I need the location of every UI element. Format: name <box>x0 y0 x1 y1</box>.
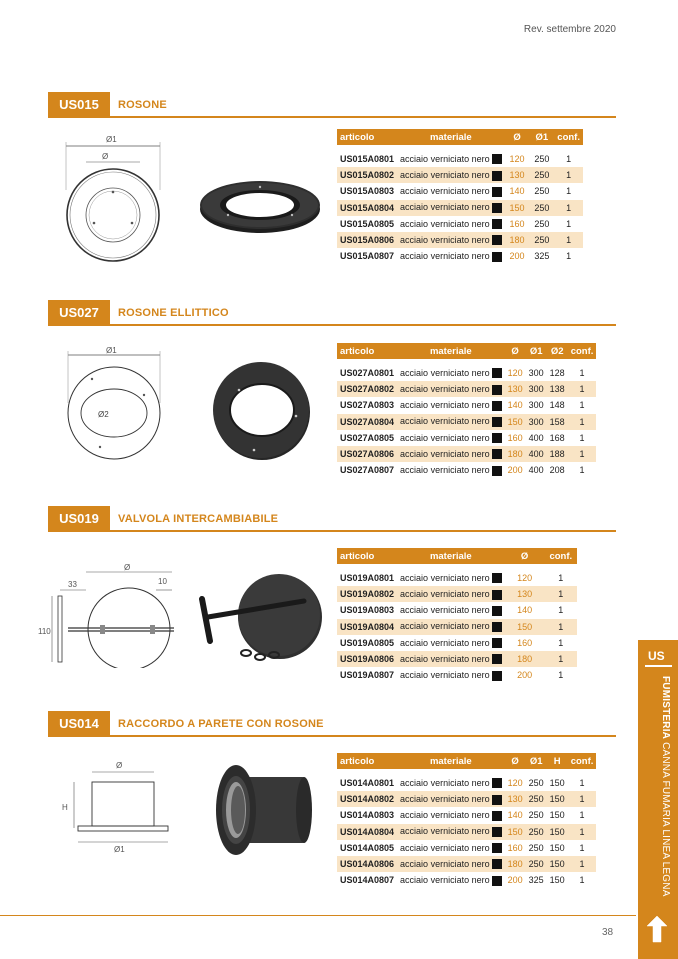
cell-d1: 400 <box>526 446 547 462</box>
section-us014 <box>48 711 616 739</box>
table-row <box>337 462 596 478</box>
cell-materiale: acciaio verniciato nero <box>400 250 490 261</box>
section-code: US019 <box>48 506 110 532</box>
table-row <box>337 872 596 888</box>
footer-divider <box>0 915 636 916</box>
cell-materiale: acciaio verniciato nero <box>400 637 490 648</box>
cell-h: 150 <box>549 842 565 853</box>
cell-articolo: US014A0804 <box>337 824 397 840</box>
cell-d1: 250 <box>526 856 547 872</box>
drawing-label-10: 10 <box>158 577 167 586</box>
section-code: US027 <box>48 300 110 326</box>
cell-conf: 1 <box>566 251 572 262</box>
cell-materiale: acciaio verniciato nero <box>400 169 490 180</box>
cell-d2: 138 <box>547 381 568 397</box>
cell-articolo: US014A0805 <box>340 842 395 853</box>
section-title: VALVOLA INTERCAMBIABILE <box>118 513 279 525</box>
cell-articolo: US015A0803 <box>340 186 395 197</box>
cell-d: 200 <box>507 875 523 886</box>
cell-materiale: acciaio verniciato nero <box>400 605 490 616</box>
cell-materiale: acciaio verniciato nero <box>400 653 490 664</box>
cell-materiale: acciaio verniciato nero <box>400 572 490 583</box>
col-articolo: articolo <box>337 753 397 769</box>
cell-d: 150 <box>505 824 526 840</box>
raccordo-technical-drawing <box>60 758 170 854</box>
cell-materiale: acciaio verniciato nero <box>400 218 490 229</box>
cell-d: 130 <box>505 381 526 397</box>
color-swatch <box>492 654 502 664</box>
section-code: US014 <box>48 711 110 737</box>
rosone-product-photo <box>198 175 322 235</box>
cell-articolo: US019A0804 <box>337 619 397 635</box>
col-conf: conf. <box>545 548 577 564</box>
cell-d: 180 <box>505 856 526 872</box>
cell-conf: 1 <box>566 154 572 165</box>
cell-d: 130 <box>505 167 530 183</box>
cell-conf: 1 <box>558 573 564 584</box>
cell-d: 130 <box>505 586 545 602</box>
cell-materiale: acciaio verniciato nero <box>400 874 490 885</box>
table-row <box>337 397 596 413</box>
color-swatch <box>492 368 502 378</box>
table-row <box>337 446 596 462</box>
cell-conf: 1 <box>579 400 585 411</box>
cell-materiale: acciaio verniciato nero <box>400 234 490 245</box>
us027-table <box>337 343 596 478</box>
cell-materiale: acciaio verniciato nero <box>400 588 490 599</box>
cell-d1: 250 <box>526 824 547 840</box>
section-us027 <box>48 300 616 328</box>
col-articolo: articolo <box>337 129 397 145</box>
drawing-label-d1: Ø1 <box>106 135 117 144</box>
cell-conf: 1 <box>568 856 597 872</box>
cell-articolo: US027A0805 <box>340 432 395 443</box>
cell-d: 150 <box>505 619 545 635</box>
col-d1: Ø1 <box>526 753 547 769</box>
cell-h: 150 <box>547 791 568 807</box>
page-number: 38 <box>602 927 614 938</box>
cell-articolo: US027A0804 <box>337 414 397 430</box>
color-swatch <box>492 622 502 632</box>
cell-conf: 1 <box>554 167 583 183</box>
cell-conf: 1 <box>579 778 585 789</box>
drawing-label-d: Ø <box>102 152 109 161</box>
cell-d: 150 <box>505 200 530 216</box>
cell-d: 120 <box>507 368 523 379</box>
section-header <box>48 92 616 120</box>
valvola-technical-drawing <box>38 562 184 668</box>
cell-d2: 168 <box>549 432 565 443</box>
side-tab-label <box>657 676 671 897</box>
cell-d: 180 <box>505 232 530 248</box>
cell-d2: 158 <box>547 414 568 430</box>
cell-articolo: US014A0801 <box>340 778 395 789</box>
color-swatch <box>492 235 502 245</box>
table-row <box>337 183 583 199</box>
section-divider <box>110 324 616 326</box>
col-articolo: articolo <box>337 343 397 359</box>
cell-articolo: US019A0806 <box>337 651 397 667</box>
arrow-up-icon[interactable] <box>645 914 669 944</box>
cell-materiale: acciaio verniciato nero <box>400 416 490 427</box>
cell-d1: 250 <box>528 810 544 821</box>
table-row <box>337 602 577 618</box>
table-row <box>337 807 596 823</box>
table-row <box>337 635 577 651</box>
cell-h: 150 <box>549 778 565 789</box>
col-d1: Ø1 <box>526 343 547 359</box>
color-swatch <box>492 671 502 681</box>
cell-materiale: acciaio verniciato nero <box>400 367 490 378</box>
cell-d1: 400 <box>528 465 544 476</box>
section-title: ROSONE ELLITTICO <box>118 307 229 319</box>
color-swatch <box>492 252 502 262</box>
table-row <box>337 248 583 264</box>
section-divider <box>110 116 616 118</box>
cell-d: 160 <box>509 218 525 229</box>
cell-conf: 1 <box>545 586 577 602</box>
cell-d1: 250 <box>526 791 547 807</box>
table-row <box>337 619 577 635</box>
cell-articolo: US014A0803 <box>340 810 395 821</box>
section-us015 <box>48 92 616 120</box>
cell-materiale: acciaio verniciato nero <box>400 186 490 197</box>
cell-articolo: US014A0807 <box>340 875 395 886</box>
table-row <box>337 824 596 840</box>
color-swatch <box>492 466 502 476</box>
cell-conf: 1 <box>568 446 597 462</box>
cell-conf: 1 <box>566 218 572 229</box>
table-row <box>337 570 577 586</box>
cell-conf: 1 <box>545 619 577 635</box>
color-swatch <box>492 638 502 648</box>
side-tab-code: US <box>648 649 665 663</box>
cell-conf: 1 <box>579 810 585 821</box>
table-row <box>337 216 583 232</box>
table-row <box>337 586 577 602</box>
cell-materiale: acciaio verniciato nero <box>400 826 490 837</box>
cell-materiale: acciaio verniciato nero <box>400 842 490 853</box>
cell-articolo: US014A0802 <box>337 791 397 807</box>
col-articolo: articolo <box>337 548 397 564</box>
cell-d: 160 <box>517 637 533 648</box>
cell-articolo: US015A0801 <box>340 154 395 165</box>
table-row <box>337 840 596 856</box>
table-row <box>337 414 596 430</box>
cell-d: 160 <box>507 432 523 443</box>
cell-conf: 1 <box>558 670 564 681</box>
cell-d2: 208 <box>549 465 565 476</box>
color-swatch <box>492 154 502 164</box>
cell-conf: 1 <box>568 381 597 397</box>
cell-conf: 1 <box>554 232 583 248</box>
cell-d1: 300 <box>526 381 547 397</box>
table-row <box>337 232 583 248</box>
cell-materiale: acciaio verniciato nero <box>400 777 490 788</box>
drawing-label-33: 33 <box>68 580 77 589</box>
cell-materiale: acciaio verniciato nero <box>400 858 490 869</box>
color-swatch <box>492 778 502 788</box>
col-conf: conf. <box>554 129 583 145</box>
cell-materiale: acciaio verniciato nero <box>400 448 490 459</box>
section-code: US015 <box>48 92 110 118</box>
drawing-label-h: H <box>62 803 68 812</box>
color-swatch <box>492 573 502 583</box>
cell-d: 140 <box>507 810 523 821</box>
color-swatch <box>492 203 502 213</box>
section-header <box>48 711 616 739</box>
cell-conf: 1 <box>579 842 585 853</box>
cell-d2: 148 <box>549 400 565 411</box>
us019-table <box>337 548 577 683</box>
col-materiale: materiale <box>397 129 505 145</box>
us015-table <box>337 129 583 264</box>
table-row <box>337 856 596 872</box>
cell-d1: 300 <box>528 400 544 411</box>
cell-materiale: acciaio verniciato nero <box>400 810 490 821</box>
table-row <box>337 791 596 807</box>
table-row <box>337 200 583 216</box>
cell-h: 150 <box>547 856 568 872</box>
cell-d2: 188 <box>547 446 568 462</box>
cell-d1: 250 <box>534 218 550 229</box>
color-swatch <box>492 827 502 837</box>
col-d: Ø <box>505 129 530 145</box>
cell-d: 160 <box>507 842 523 853</box>
cell-d1: 325 <box>534 251 550 262</box>
section-us019 <box>48 506 616 534</box>
cell-d1: 250 <box>529 167 554 183</box>
cell-conf: 1 <box>568 791 597 807</box>
cell-conf: 1 <box>568 414 597 430</box>
section-title: ROSONE <box>118 99 167 111</box>
cell-d: 120 <box>507 778 523 789</box>
cell-d1: 250 <box>528 778 544 789</box>
rosone-technical-drawing <box>58 130 170 262</box>
drawing-label-d: Ø <box>124 563 131 572</box>
col-materiale: materiale <box>397 548 505 564</box>
color-swatch <box>492 385 502 395</box>
cell-conf: 1 <box>554 200 583 216</box>
color-swatch <box>492 417 502 427</box>
col-conf: conf. <box>568 753 597 769</box>
cell-conf: 1 <box>579 368 585 379</box>
cell-d1: 300 <box>528 368 544 379</box>
drawing-label-d: Ø <box>116 761 123 770</box>
cell-articolo: US019A0805 <box>340 637 395 648</box>
side-tab-label-rest: CANNA FUMARIA LINEA LEGNA <box>660 739 671 897</box>
cell-materiale: acciaio verniciato nero <box>400 400 490 411</box>
cell-conf: 1 <box>579 465 585 476</box>
table-row <box>337 151 583 167</box>
cell-materiale: acciaio verniciato nero <box>400 669 490 680</box>
cell-d: 180 <box>505 446 526 462</box>
col-conf: conf. <box>568 343 597 359</box>
color-swatch <box>492 219 502 229</box>
color-swatch <box>492 795 502 805</box>
cell-d: 130 <box>505 791 526 807</box>
drawing-label-d1: Ø1 <box>114 845 125 854</box>
cell-conf: 1 <box>568 824 597 840</box>
cell-d: 120 <box>509 154 525 165</box>
cell-d2: 128 <box>549 368 565 379</box>
table-header-row <box>337 129 583 145</box>
cell-materiale: acciaio verniciato nero <box>400 793 490 804</box>
cell-articolo: US019A0802 <box>337 586 397 602</box>
color-swatch <box>492 843 502 853</box>
color-swatch <box>492 171 502 181</box>
cell-d1: 250 <box>528 842 544 853</box>
cell-h: 150 <box>549 875 565 886</box>
color-swatch <box>492 606 502 616</box>
section-divider <box>110 530 616 532</box>
table-row <box>337 775 596 791</box>
cell-d: 140 <box>509 186 525 197</box>
cell-d: 120 <box>517 573 533 584</box>
cell-h: 150 <box>547 824 568 840</box>
cell-articolo: US019A0807 <box>340 670 395 681</box>
cell-d: 200 <box>517 670 533 681</box>
cell-d1: 250 <box>534 154 550 165</box>
table-row <box>337 667 577 683</box>
cell-d1: 250 <box>534 186 550 197</box>
cell-d: 200 <box>509 251 525 262</box>
side-tab-divider <box>645 665 672 667</box>
cell-materiale: acciaio verniciato nero <box>400 383 490 394</box>
table-header-row <box>337 548 577 564</box>
cell-d1: 400 <box>528 432 544 443</box>
col-h: H <box>547 753 568 769</box>
cell-articolo: US015A0805 <box>340 218 395 229</box>
revision-label: Rev. settembre 2020 <box>523 24 616 35</box>
cell-articolo: US027A0801 <box>340 368 395 379</box>
cell-materiale: acciaio verniciato nero <box>400 202 490 213</box>
cell-d: 140 <box>517 605 533 616</box>
col-d2: Ø2 <box>547 343 568 359</box>
section-title: RACCORDO A PARETE CON ROSONE <box>118 718 324 730</box>
cell-articolo: US027A0802 <box>337 381 397 397</box>
cell-d1: 300 <box>526 414 547 430</box>
section-header <box>48 300 616 328</box>
cell-articolo: US015A0804 <box>337 200 397 216</box>
col-d: Ø <box>505 343 526 359</box>
cell-articolo: US015A0802 <box>337 167 397 183</box>
cell-d: 180 <box>505 651 545 667</box>
table-row <box>337 167 583 183</box>
cell-conf: 1 <box>566 186 572 197</box>
cell-d: 150 <box>505 414 526 430</box>
table-header-row <box>337 753 596 769</box>
cell-articolo: US019A0803 <box>340 605 395 616</box>
cell-articolo: US014A0806 <box>337 856 397 872</box>
table-row <box>337 365 596 381</box>
cell-conf: 1 <box>558 605 564 616</box>
table-header-row <box>337 343 596 359</box>
cell-materiale: acciaio verniciato nero <box>400 621 490 632</box>
rosone-ellittico-product-photo <box>196 360 326 462</box>
col-d: Ø <box>505 548 545 564</box>
color-swatch <box>492 590 502 600</box>
us014-table <box>337 753 596 888</box>
cell-conf: 1 <box>579 875 585 886</box>
cell-articolo: US015A0806 <box>337 232 397 248</box>
cell-articolo: US027A0807 <box>340 465 395 476</box>
cell-d1: 250 <box>529 200 554 216</box>
rosone-ellittico-technical-drawing <box>62 343 166 461</box>
cell-materiale: acciaio verniciato nero <box>400 432 490 443</box>
color-swatch <box>492 433 502 443</box>
drawing-label-d1: Ø1 <box>106 346 117 355</box>
table-row <box>337 430 596 446</box>
cell-d: 200 <box>507 465 523 476</box>
col-d1: Ø1 <box>529 129 554 145</box>
cell-h: 150 <box>549 810 565 821</box>
color-swatch <box>492 876 502 886</box>
cell-conf: 1 <box>579 432 585 443</box>
cell-articolo: US019A0801 <box>340 573 395 584</box>
cell-articolo: US027A0803 <box>340 400 395 411</box>
color-swatch <box>492 401 502 411</box>
color-swatch <box>492 187 502 197</box>
cell-d1: 325 <box>528 875 544 886</box>
col-materiale: materiale <box>397 343 505 359</box>
side-tab-label-bold: FUMISTERIA <box>660 676 671 740</box>
cell-conf: 1 <box>558 637 564 648</box>
color-swatch <box>492 811 502 821</box>
color-swatch <box>492 449 502 459</box>
cell-d: 140 <box>507 400 523 411</box>
col-materiale: materiale <box>397 753 505 769</box>
cell-d1: 250 <box>529 232 554 248</box>
valvola-product-photo <box>194 573 328 665</box>
cell-materiale: acciaio verniciato nero <box>400 153 490 164</box>
section-header <box>48 506 616 534</box>
drawing-label-110: 110 <box>38 627 51 636</box>
table-row <box>337 381 596 397</box>
cell-articolo: US015A0807 <box>340 251 395 262</box>
table-row <box>337 651 577 667</box>
cell-articolo: US027A0806 <box>337 446 397 462</box>
section-divider <box>110 735 616 737</box>
col-d: Ø <box>505 753 526 769</box>
cell-materiale: acciaio verniciato nero <box>400 464 490 475</box>
raccordo-product-photo <box>214 763 314 859</box>
drawing-label-d2: Ø2 <box>98 410 109 419</box>
color-swatch <box>492 859 502 869</box>
cell-conf: 1 <box>545 651 577 667</box>
